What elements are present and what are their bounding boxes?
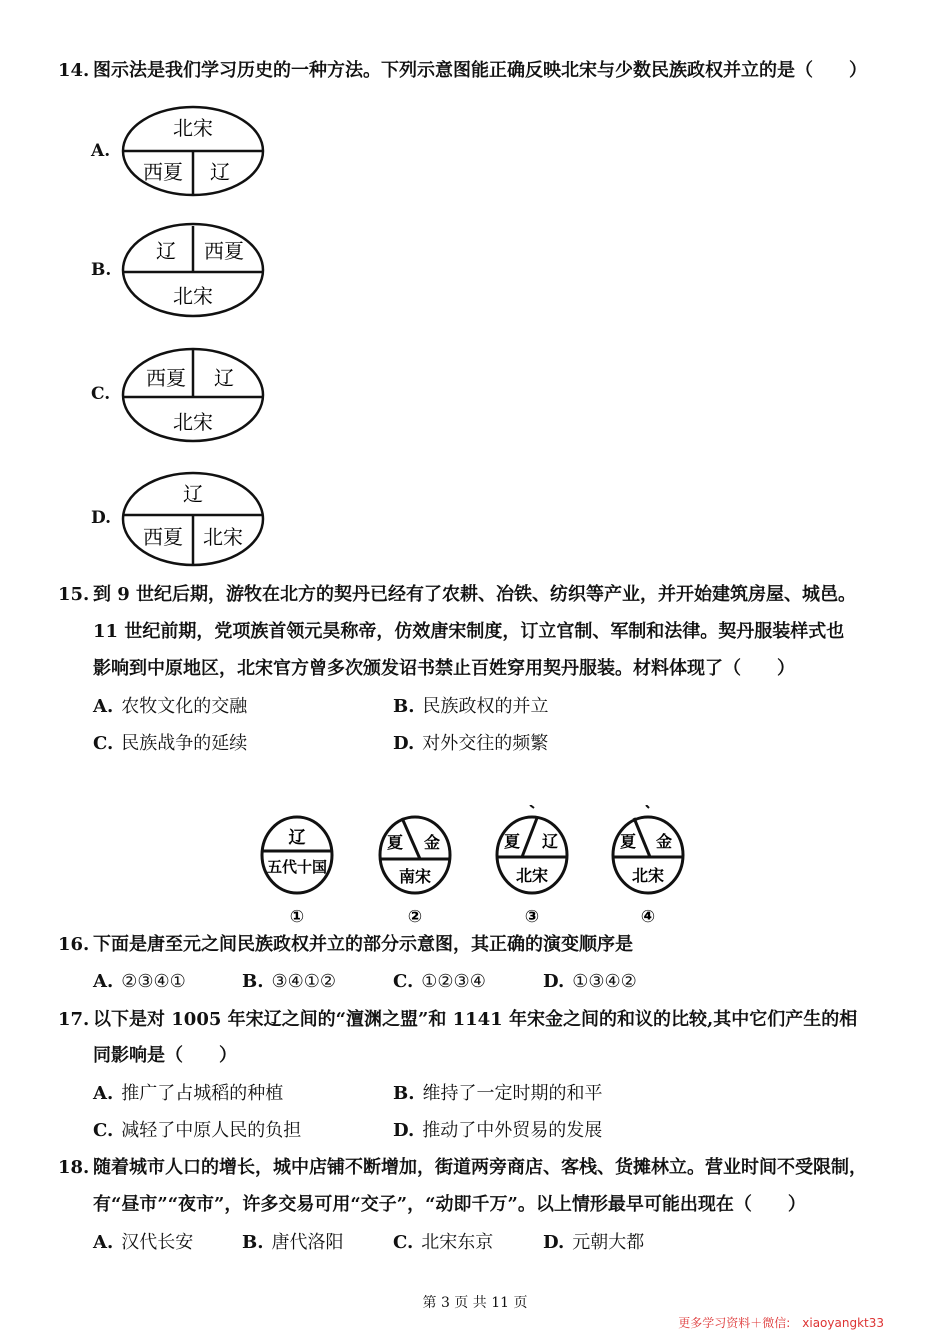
q16-d-text: ①③④② xyxy=(572,971,637,992)
q16-c2-bottom: 南宋 xyxy=(398,867,432,886)
q15-c-label: C. xyxy=(93,733,114,754)
q16-d-label: D. xyxy=(543,971,565,992)
q14-option-b-diagram[interactable] xyxy=(118,220,268,324)
q15-line1: 到 9 世纪后期，游牧在北方的契丹已经有了农耕、冶铁、纺织等产业，并开始建筑房屋、城邑。 xyxy=(93,584,857,605)
q14-d-bottom-left: 西夏 xyxy=(143,525,183,549)
q16-circle-3 xyxy=(497,805,567,927)
q16-a-label: A. xyxy=(93,971,114,992)
q15-d-text: 对外交往的频繁 xyxy=(422,733,549,754)
q17-b-label: B. xyxy=(393,1083,415,1104)
q14-number: 14. xyxy=(58,60,90,81)
q18-a-label: A. xyxy=(93,1232,114,1253)
q16-circle-4 xyxy=(613,805,683,927)
q14-b-bottom: 北宋 xyxy=(173,284,213,308)
q14-d-top: 辽 xyxy=(183,482,203,506)
page-footer: 第 3 页 共 11 页 xyxy=(422,1295,528,1311)
q18-a-text: 汉代长安 xyxy=(121,1232,194,1253)
q14-c-top-left: 西夏 xyxy=(146,366,186,390)
q17-line2: 同影响是（ ） xyxy=(93,1045,237,1066)
q15-option-c[interactable] xyxy=(93,734,247,754)
q15-a-text: 农牧文化的交融 xyxy=(121,696,248,717)
q18-c-text: 北宋东京 xyxy=(421,1232,494,1253)
q14-a-bottom-right: 辽 xyxy=(210,160,230,184)
watermark: 更多学习资料＋微信: xiaoyangkt33 xyxy=(678,1316,884,1330)
q16-c3-num: ③ xyxy=(524,907,540,927)
q17-d-text: 推动了中外贸易的发展 xyxy=(422,1120,603,1141)
q18-option-c[interactable] xyxy=(393,1233,493,1253)
q14-d-bottom-right: 北宋 xyxy=(203,525,243,549)
q16-b-text: ③④①② xyxy=(271,971,337,992)
q17-option-a[interactable] xyxy=(93,1084,283,1104)
q16-c1-num: ① xyxy=(289,907,305,927)
q15-c-text: 民族战争的延续 xyxy=(121,733,248,754)
q16-c3-top-right: 辽 xyxy=(541,832,559,851)
q16-c1-bottom: 五代十国 xyxy=(266,858,328,876)
q14-option-c-label[interactable]: C. xyxy=(91,384,111,404)
q18-b-text: 唐代洛阳 xyxy=(271,1232,344,1253)
q16-a-text: ②③④① xyxy=(121,971,186,992)
q14-a-bottom-left: 西夏 xyxy=(143,160,183,184)
q15-line3: 影响到中原地区，北宋官方曾多次颁发诏书禁止百姓穿用契丹服装。材料体现了（ ） xyxy=(93,658,795,679)
q16-c3-bottom: 北宋 xyxy=(515,866,549,885)
q16-option-c[interactable] xyxy=(393,972,486,992)
q16-c3-top-left: 夏 xyxy=(503,832,521,851)
q16-stem: 下面是唐至元之间民族政权并立的部分示意图，其正确的演变顺序是 xyxy=(93,934,633,955)
q16-c2-top-right: 金 xyxy=(423,833,441,852)
q14-c-bottom: 北宋 xyxy=(173,410,213,434)
q15-a-label: A. xyxy=(93,696,114,717)
q16-c4-top-right: 金 xyxy=(655,832,673,851)
q18-d-text: 元朝大都 xyxy=(572,1232,645,1253)
q16-number: 16. xyxy=(58,934,90,955)
q16-option-d[interactable] xyxy=(543,972,637,992)
q14-b-top-left: 辽 xyxy=(156,239,176,263)
q15-d-label: D. xyxy=(393,733,415,754)
q15-option-a[interactable] xyxy=(93,697,247,717)
q17-line1: 以下是对 1005 年宋辽之间的“澶渊之盟”和 1141 年宋金之间的和议的比较,其中它们产生的相 xyxy=(93,1009,858,1030)
q15-option-b[interactable] xyxy=(393,697,548,717)
q14-option-d-label[interactable]: D. xyxy=(91,508,112,528)
q17-option-c[interactable] xyxy=(93,1121,301,1141)
q14-option-d-diagram[interactable] xyxy=(118,467,268,573)
q14-option-a-diagram[interactable] xyxy=(118,103,268,203)
q16-c2-num: ② xyxy=(407,907,423,927)
q18-line1: 随着城市人口的增长，城中店铺不断增加，街道两旁商店、客栈、货摊林立。营业时间不受限制， xyxy=(93,1157,867,1178)
q16-circle-2 xyxy=(380,817,450,927)
q17-c-text: 减轻了中原人民的负担 xyxy=(121,1120,302,1141)
q16-c4-top-left: 夏 xyxy=(619,832,637,851)
q16-circle-1 xyxy=(262,817,332,927)
q14-option-b-label[interactable]: B. xyxy=(91,260,112,280)
q17-a-text: 推广了占城稻的种植 xyxy=(121,1083,284,1104)
q17-b-text: 维持了一定时期的和平 xyxy=(422,1083,603,1104)
q14-a-top: 北宋 xyxy=(173,116,213,140)
q16-c4-num: ④ xyxy=(640,907,656,927)
q15-number: 15. xyxy=(58,584,90,605)
q17-option-b[interactable] xyxy=(393,1084,602,1104)
q18-c-label: C. xyxy=(393,1232,414,1253)
q17-number: 17. xyxy=(58,1009,90,1030)
q18-option-b[interactable] xyxy=(242,1233,343,1253)
q15-b-text: 民族政权的并立 xyxy=(422,696,549,717)
q14-option-a-label[interactable]: A. xyxy=(91,141,111,161)
q16-figure xyxy=(250,805,700,934)
q14-option-c-diagram[interactable] xyxy=(118,345,268,449)
q17-option-d[interactable] xyxy=(393,1121,602,1141)
q18-option-d[interactable] xyxy=(543,1233,644,1253)
q16-option-b[interactable] xyxy=(242,972,336,992)
q16-c4-bottom: 北宋 xyxy=(631,866,665,885)
q14-b-top-right: 西夏 xyxy=(204,239,244,263)
q18-b-label: B. xyxy=(242,1232,264,1253)
q14-stem: 图示法是我们学习历史的一种方法。下列示意图能正确反映北宋与少数民族政权并立的是（ ） xyxy=(93,60,867,81)
q16-option-a[interactable] xyxy=(93,972,186,992)
q18-line2: 有“昼市”“夜市”，许多交易可用“交子”，“动即千万”。以上情形最早可能出现在（ ） xyxy=(93,1194,806,1215)
q17-a-label: A. xyxy=(93,1083,114,1104)
q17-d-label: D. xyxy=(393,1120,415,1141)
q16-c2-top-left: 夏 xyxy=(386,833,404,852)
q18-d-label: D. xyxy=(543,1232,565,1253)
q18-option-a[interactable] xyxy=(93,1233,193,1253)
q16-b-label: B. xyxy=(242,971,264,992)
q18-number: 18. xyxy=(58,1157,90,1178)
q15-b-label: B. xyxy=(393,696,415,717)
q15-line2: 11 世纪前期，党项族首领元昊称帝，仿效唐宋制度，订立官制、军制和法律。契丹服装样式也 xyxy=(93,621,845,642)
q16-c-text: ①②③④ xyxy=(421,971,486,992)
q14-c-top-right: 辽 xyxy=(214,366,234,390)
q16-c1-top: 辽 xyxy=(288,828,306,848)
q15-option-d[interactable] xyxy=(393,734,548,754)
q16-c-label: C. xyxy=(393,971,414,992)
q17-c-label: C. xyxy=(93,1120,114,1141)
